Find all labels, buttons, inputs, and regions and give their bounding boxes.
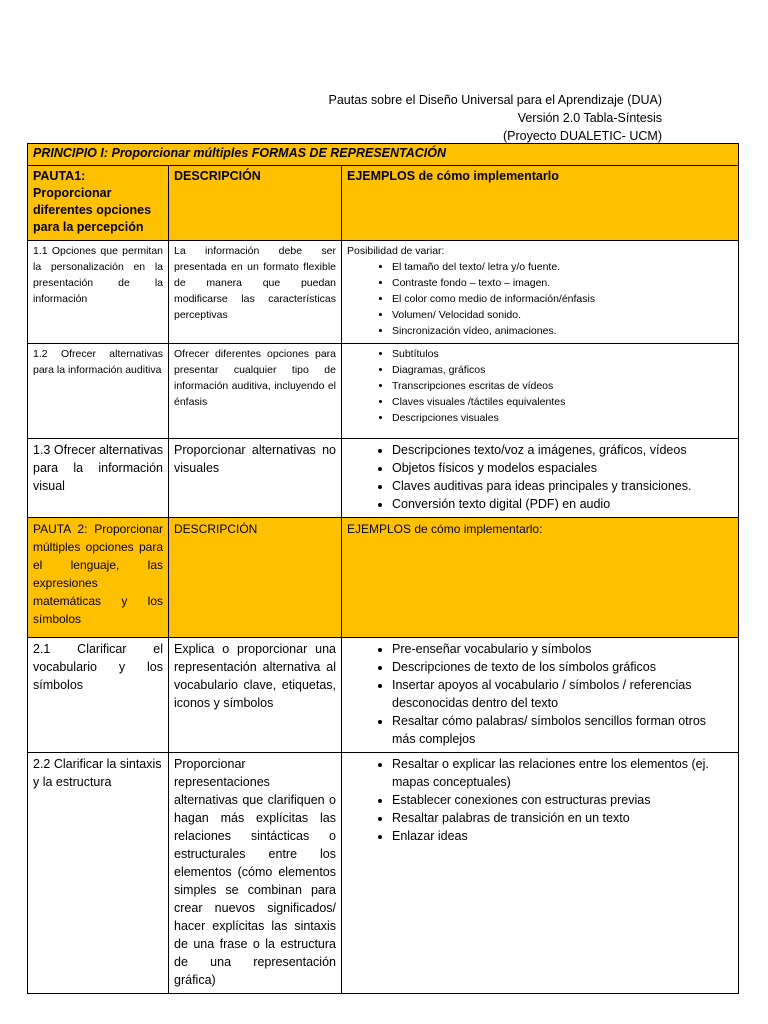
list-item: • Volumen/ Velocidad sonido. [392, 307, 733, 323]
row-examples [342, 753, 739, 994]
list-item: • Diagramas, gráficos [392, 362, 733, 378]
row-label: 2.2 Clarificar la sintaxis y la estructura [28, 753, 169, 994]
row-label: 1.3 Ofrecer alternativas para la información visual [28, 439, 169, 518]
list-item: • Conversión texto digital (PDF) en audio [392, 495, 733, 513]
pauta1-header-row [28, 166, 739, 241]
list-item: • Descripciones texto/voz a imágenes, gráficos, vídeos [392, 441, 733, 459]
list-item: • Descripciones visuales [392, 410, 733, 426]
pauta1-examples-header: EJEMPLOS de cómo implementarlo [342, 166, 739, 241]
row-description: Proporcionar representaciones alternativas que clarifiquen o hagan más explícitas las relaciones sintácticas o estructurales entre los elementos (cómo elementos simples se combinan para crear nuevos significados/ hacer explícitas las sintaxis de una frase o la estructura de una representación gráfica) [169, 753, 342, 994]
examples-list [347, 346, 733, 426]
list-item: • Transcripciones escritas de vídeos [392, 378, 733, 394]
list-item: • Pre-enseñar vocabulario y símbolos [392, 640, 733, 658]
row-description: Explica o proporcionar una representación alternativa al vocabulario clave, etiquetas, iconos y símbolos [169, 638, 342, 753]
examples-list [347, 259, 733, 339]
principle-row [28, 144, 739, 166]
pauta2-description-header: DESCRIPCIÓN [169, 518, 342, 638]
row-examples [342, 439, 739, 518]
list-item: • Sincronización vídeo, animaciones. [392, 323, 733, 339]
examples-list [347, 441, 733, 513]
pauta2-examples-header: EJEMPLOS de cómo implementarlo: [342, 518, 739, 638]
row-examples [342, 241, 739, 344]
synthesis-table [27, 143, 739, 994]
list-item: • Insertar apoyos al vocabulario / símbolos / referencias desconocidas dentro del texto [392, 676, 733, 712]
table-row-2-1 [28, 638, 739, 753]
list-item: • Objetos físicos y modelos espaciales [392, 459, 733, 477]
list-item: • Contraste fondo – texto – imagen. [392, 275, 733, 291]
list-item: • Establecer conexiones con estructuras previas [392, 791, 733, 809]
row-examples [342, 344, 739, 439]
header-version: Versión 2.0 Tabla-Síntesis [517, 111, 662, 125]
row-description: Ofrecer diferentes opciones para presentar cualquier tipo de información auditiva, incluyendo el énfasis [169, 344, 342, 439]
list-item: • El tamaño del texto/ letra y/o fuente. [392, 259, 733, 275]
examples-list [347, 755, 733, 845]
table-row-1-3 [28, 439, 739, 518]
header-project: (Proyecto DUALETIC- UCM) [502, 129, 662, 143]
pauta1-title: PAUTA1: Proporcionar diferentes opciones para la percepción [28, 166, 169, 241]
row-description: La información debe ser presentada en un formato flexible de manera que puedan modificarse las características perceptivas [169, 241, 342, 344]
list-item: • Descripciones de texto de los símbolos gráficos [392, 658, 733, 676]
row-examples [342, 638, 739, 753]
list-item: • Claves visuales /táctiles equivalentes [392, 394, 733, 410]
principle-title: PRINCIPIO I: Proporcionar múltiples FORMAS DE REPRESENTACIÓN [28, 144, 739, 166]
list-item: • Resaltar cómo palabras/ símbolos sencillos forman otros más complejos [392, 712, 733, 748]
list-item: • Claves auditivas para ideas principales y transiciones. [392, 477, 733, 495]
list-item: • Resaltar palabras de transición en un texto [392, 809, 733, 827]
list-item: • Resaltar o explicar las relaciones entre los elementos (ej. mapas conceptuales) [392, 755, 733, 791]
table-row-1-2 [28, 344, 739, 439]
list-item: • Subtítulos [392, 346, 733, 362]
table-row-2-2 [28, 753, 739, 994]
pauta2-header-row [28, 518, 739, 638]
list-item: • El color como medio de información/énfasis [392, 291, 733, 307]
list-item: • Enlazar ideas [392, 827, 733, 845]
table-row-1-1 [28, 241, 739, 344]
row-description: Proporcionar alternativas no visuales [169, 439, 342, 518]
row-label: 2.1 Clarificar el vocabulario y los símbolos [28, 638, 169, 753]
row-label: 1.1 Opciones que permitan la personalización en la presentación de la información [28, 241, 169, 344]
pauta1-description-header: DESCRIPCIÓN [169, 166, 342, 241]
row-label: 1.2 Ofrecer alternativas para la información auditiva [28, 344, 169, 439]
header-title: Pautas sobre el Diseño Universal para el Aprendizaje (DUA) [328, 93, 662, 107]
document-header [329, 91, 663, 145]
pauta2-title: PAUTA 2: Proporcionar múltiples opciones para el lenguaje, las expresiones matemáticas y los símbolos [28, 518, 169, 638]
examples-list [347, 640, 733, 748]
examples-intro: Posibilidad de variar: [347, 245, 445, 257]
